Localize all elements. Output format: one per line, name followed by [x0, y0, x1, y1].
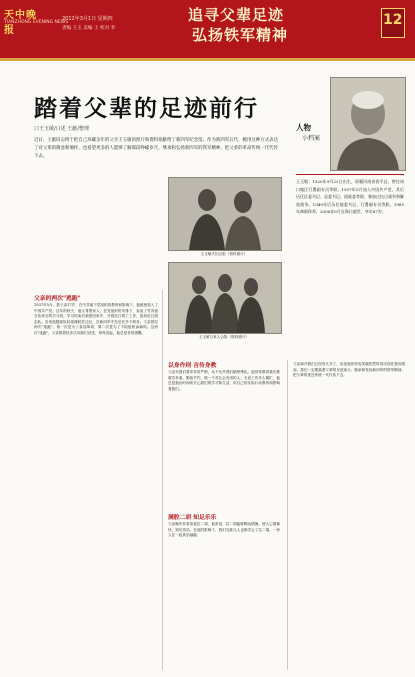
profile-divider — [296, 174, 404, 175]
section-heading-2: 以身作则 言传身教 — [168, 363, 217, 369]
editor-credits: 责编 王玉 美编 王 校对 李 — [62, 26, 116, 31]
section-heading-1: 父亲的两次"逃跑" — [34, 296, 81, 302]
masthead-divider — [0, 58, 415, 61]
profile-portrait — [330, 77, 406, 171]
column-divider — [287, 360, 288, 670]
article-byline: 口王玉敏/口述 王献/整理 — [34, 126, 89, 132]
couple-photo — [168, 177, 282, 251]
slogan-line-1: 追寻父辈足迹 — [188, 6, 285, 24]
slogan-line-2: 弘扬铁军精神 — [192, 26, 289, 44]
issue-date: 2012年3月1日 星期四 — [62, 16, 113, 22]
family-photo-caption: 王玉敏与家人合影（资料照片） — [198, 335, 250, 339]
profile-subtitle: 小档案 — [302, 135, 321, 142]
article-title: 踏着父辈的足迹前行 — [34, 96, 259, 122]
section-2-body: 父亲对我们要求非常严格，从不允许我们搞特殊化。他常常教育我们要艰苦朴素，勤俭节约，做一个对社会有用的人。无论工作多么繁忙，他总是抽出时间来关心我们的学习和生活，用自己的实际行动教育和影响着我们。 — [168, 370, 280, 391]
page-number: 12 — [383, 12, 403, 28]
family-photo — [168, 262, 282, 334]
profile-title: 人物 — [296, 123, 311, 132]
family-photo-image — [169, 263, 281, 333]
section-heading-3: 满腔二胡 知足乐乐 — [168, 515, 217, 521]
couple-photo-image — [169, 178, 281, 250]
portrait-image — [331, 78, 405, 170]
right-column-body: 父亲离开我们已经有几年了，但是他的音容笑貌依然时常浮现在我们眼前。我们一定要踏着父辈的足迹前行，继承和发扬新四军的铁军精神，把父辈的优良传统一代代传下去。 — [293, 362, 405, 378]
article-lead: 近日，王献同志终于把自己珍藏多年的父亲王玉敏的照片和资料捐献给了新四军纪念馆。作为新四军后代，她用这种方式表达了对父辈的敬意和缅怀，也希望更多的人能够了解那段峥嵘岁月，继承和弘扬新四军的铁军精神，把父辈的革命传统一代代传下去。 — [34, 138, 278, 160]
newspaper-logo-subtitle: TIANZHONG EVENING NEWS — [4, 20, 69, 25]
section-1-body: 1937年5月，我父亲17岁，在中共地下党组织的教育和影响下，他秘密加入了中国共产党。这年的秋天，他又背着家人，在党组织的安排下，参加了竹沟留守处举办的学习班，学习结束后被派回家乡，开展抗日救亡工作，组织抗日游击队。后来他随部队转战豫皖苏边区，在新四军中先后任多个职务。父亲曾经两次"逃跑"，第一次是为了参加革命，第二次是为了不给组织添麻烦。这两次"逃跑"，父亲都曾经多次向我们讲述，每每讲起，他总是非常感慨。 — [34, 303, 158, 335]
newspaper-logo: 天中晚报 — [4, 10, 37, 36]
couple-photo-caption: 王玉敏夫妇合影（资料照片） — [200, 252, 248, 256]
profile-bio: 王玉敏：1920年9月22日出生，原籍河南省西平县，曾任周口地区行署副专员等职。1937年5月加入中国共产党，其后历任区委书记、县委书记、团政委等职，参加过抗日战争和解放战争。1949年后历任地委书记、行署副专员等职。1985年离职休养，2006年9月在周口逝世，享年87岁。 — [296, 179, 404, 215]
column-divider — [162, 290, 163, 670]
section-3-body: 父亲晚年非常喜欢拉二胡，他常说，拉二胡能够陶冶情操，使人心情愉快，知足常乐。在他的影响下，我们兄妹几人也都学会了拉二胡，一家人在一起其乐融融。 — [168, 522, 280, 538]
